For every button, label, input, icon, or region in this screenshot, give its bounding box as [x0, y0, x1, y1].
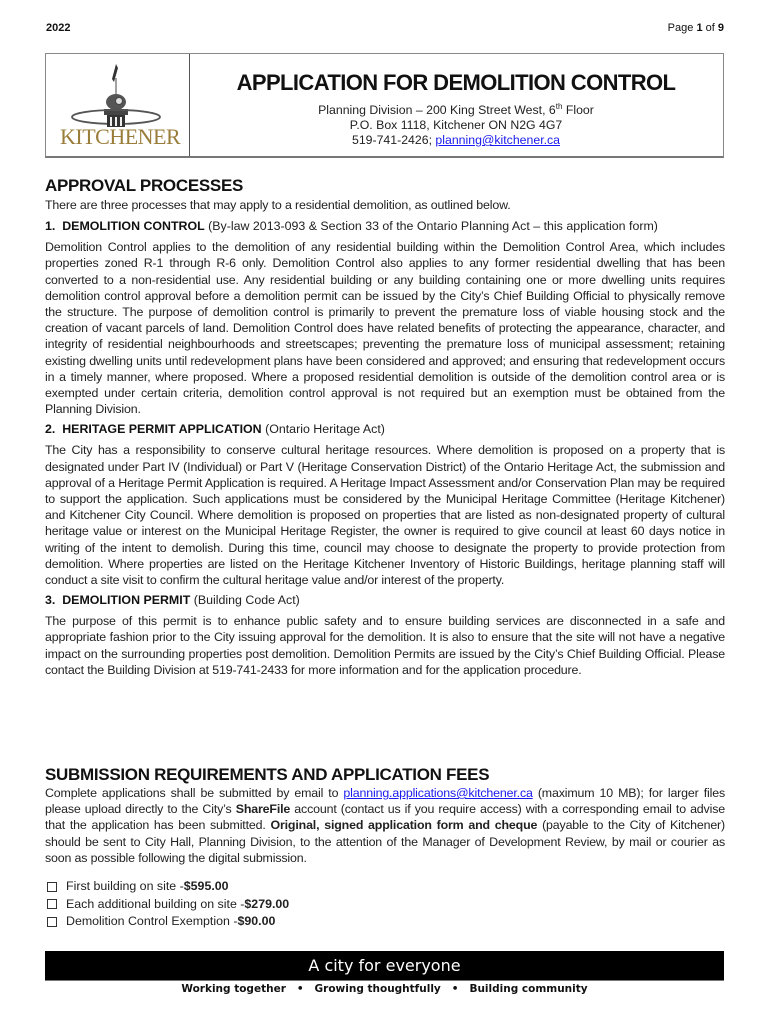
checkbox[interactable] [47, 882, 57, 892]
item-2-body: The City has a responsibility to conserve cultural heritage resources. Where demolition is proposed on a property that is designated under Part IV (Individual) or Part V (Heritage Conservation District) of the Ontario Heritage Act, the submission and approval of a Heritage Permit Application is required. A Heritage Impact Assessment and/or Conservation Plan may be required to support the application. Such applications must be considered by the Municipal Heritage Committee (Heritage Kitchener) and Kitchener City Council. Where demolition is proposed on properties that are listed as non-designated property of cultural heritage value or interest on the Municipal Heritage Register, the owner is required to give council at least 60 days notice in writing of the intent to demolish. During this time, council may choose to designate the property to provide protection from demolition. Where properties are listed on the Heritage Kitchener Inventory of Historic Buildings, heritage planning staff will conduct a site visit to confirm the cultural heritage value and/or interest of the property. [45, 443, 725, 588]
item-title: DEMOLITION PERMIT [62, 593, 191, 608]
page-title: APPLICATION FOR DEMOLITION CONTROL [236, 70, 676, 95]
item-1-body: Demolition Control applies to the demolition of any residential building within the Demolition Control Area, which includes properties zoned R-1 through R-6 only. Demolition Control also applies to any former residential dwelling that has been converted to a non-residential use. Any residential building or any building containing one or more dwelling units requires demolition control approval before a demolition permit can be issued by the City’s Chief Building Official to physically remove the structure. The purpose of demolition control is primarily to prevent the premature loss of viable housing stock and the creation of vacant parcels of land. Demolition Control does have related benefits of protecting the appearance, character, and integrity of residential neighbourhoods and streetscapes; preventing the premature loss of municipal assessment; retaining existing dwelling units until redevelopment plans have been considered and approved; and ensuring that redevelopment occurs in a timely manner, where proposed. Where a proposed residential demolition is outside of the demolition control area or is exempted under certain criteria, demolition control approval is not required but an exemption must be obtained from the Planning Division. [45, 240, 725, 417]
checkbox[interactable] [47, 899, 57, 909]
page-of: of [705, 22, 715, 34]
item-1-heading [45, 219, 725, 233]
fee-amount: $90.00 [237, 914, 276, 928]
item-subtitle: (Building Code Act) [190, 593, 300, 608]
text: (maximum 10 MB); for larger files please upload directly to the City’s [45, 786, 725, 817]
logo-wordmark: KITCHENER [60, 124, 181, 149]
item-number: 2. [45, 422, 56, 437]
page-total: 9 [717, 22, 724, 34]
fee-label: Demolition Control Exemption - [66, 914, 238, 928]
fee-label: Each additional building on site - [66, 896, 245, 911]
item-number: 3. [45, 593, 56, 608]
item-title: HERITAGE PERMIT APPLICATION [62, 422, 262, 437]
address-line-2: P.O. Box 1118, Kitchener ON N2G 4G7 [349, 118, 563, 133]
applications-email-link[interactable]: planning.applications@kitchener.ca [343, 786, 533, 800]
tagline-part: Building community [469, 983, 588, 995]
fee-checklist [47, 878, 289, 931]
submission-section [45, 765, 725, 866]
header-box [45, 53, 724, 158]
header-title-block [189, 54, 723, 156]
tagline-part: Working together [181, 983, 286, 995]
page-label: Page [667, 22, 694, 34]
planning-email-link[interactable]: planning@kitchener.ca [435, 133, 561, 148]
submission-heading: SUBMISSION REQUIREMENTS AND APPLICATION FEES [45, 765, 490, 784]
address-sup: th [555, 102, 563, 111]
document-year: 2022 [46, 22, 71, 34]
item-subtitle: (By-law 2013-093 & Section 33 of the Ontario Planning Act – this application form) [204, 219, 658, 234]
approval-intro: There are three processes that may apply to a residential demolition, as outlined below. [45, 198, 511, 212]
text: (payable to the City of Kitchener) should be sent to City Hall, Planning Division, to the attention of the Manager of Development Review, by mail or courier as soon as possible following the digital submission. [45, 818, 726, 865]
tagline-part: Growing thoughtfully [314, 983, 441, 995]
item-2-heading [45, 422, 725, 436]
item-number: 1. [45, 219, 56, 234]
approval-heading: APPROVAL PROCESSES [45, 176, 244, 195]
fee-item-additional-building [47, 896, 289, 914]
approval-section [45, 176, 725, 678]
fee-item-first-building [47, 878, 289, 896]
fee-item-exemption [47, 913, 289, 931]
submission-body [45, 785, 725, 866]
page-current: 1 [696, 22, 703, 34]
bullet-icon: • [296, 983, 304, 995]
fee-amount: $279.00 [244, 896, 290, 911]
contact-line [189, 133, 723, 148]
kitchener-logo [46, 54, 190, 156]
item-title: DEMOLITION CONTROL [62, 219, 205, 234]
address-floor: Floor [562, 103, 594, 118]
checkbox[interactable] [47, 917, 57, 927]
phone-number: 519-741-2426; [351, 133, 436, 148]
address-line-1 [189, 99, 723, 118]
sharefile-label: ShareFile [235, 802, 291, 817]
footer-banner: A city for everyone [45, 951, 724, 981]
page-number [668, 22, 724, 34]
text: account (contact us if you require access) with a corresponding email to advise that the application has been submitted. [45, 802, 725, 833]
footer-tagline [45, 983, 724, 995]
original-form-note: Original, signed application form and cheque [270, 818, 538, 833]
address-street: Planning Division – 200 King Street West, 6 [318, 103, 556, 118]
text: Complete applications shall be submitted by email to [45, 786, 344, 800]
item-3-body: The purpose of this permit is to enhance public safety and to ensure building services are disconnected in a safe and appropriate fashion prior to the City issuing approval for the demolition. It is also to ensure that the site will not have a negative impact on the surrounding properties post demolition. Demolition Permits are issued by the City’s Chief Building Official. Please contact the Building Division at 519-741-2433 for more information and for the application procedure. [45, 614, 725, 677]
fee-amount: $595.00 [183, 879, 229, 893]
item-subtitle: (Ontario Heritage Act) [261, 422, 385, 437]
fee-label: First building on site - [66, 879, 184, 893]
bullet-icon: • [451, 983, 459, 995]
item-3-heading [45, 593, 725, 607]
